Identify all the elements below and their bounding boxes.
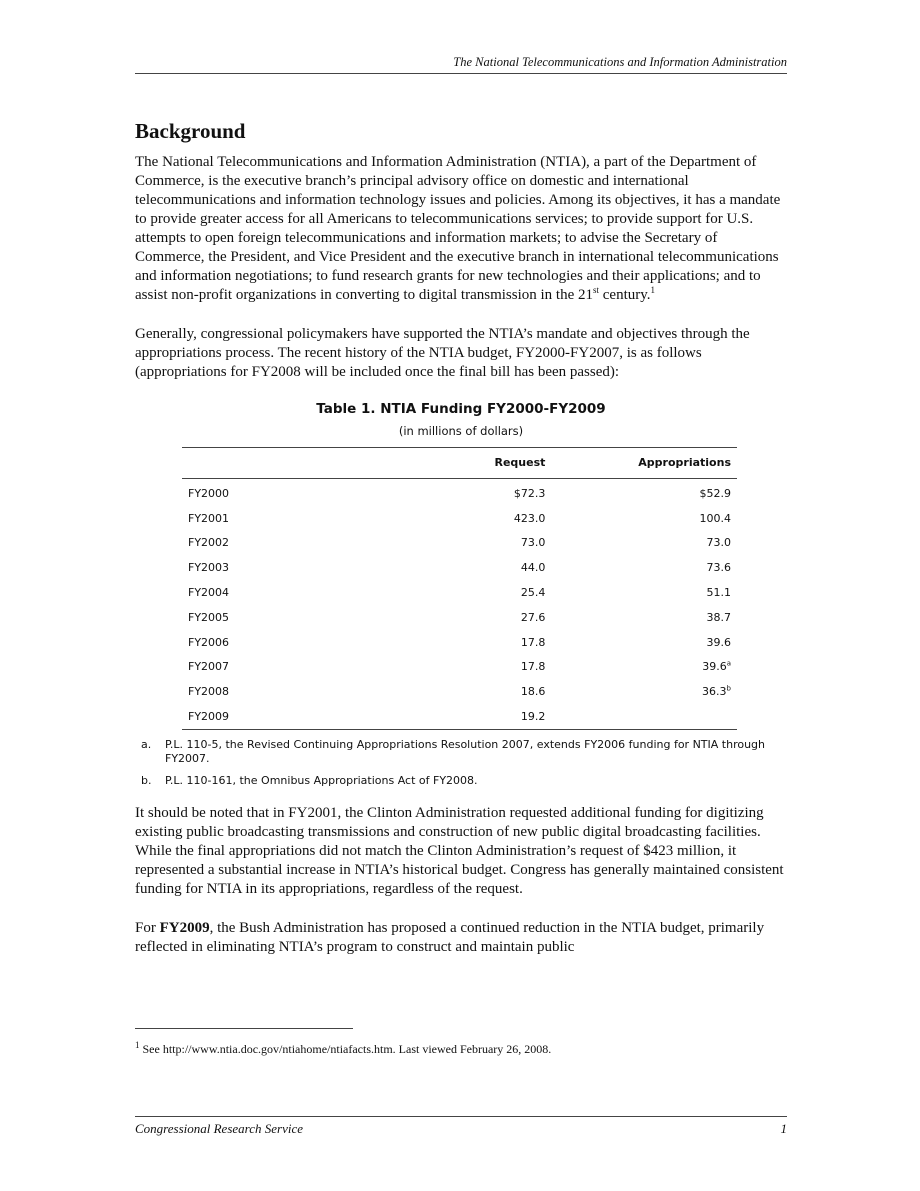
appropriations-value: $52.9 bbox=[699, 486, 731, 500]
cell-year: FY2005 bbox=[188, 610, 230, 624]
table-note bbox=[135, 774, 787, 788]
paragraph-text: The National Telecommunications and Information Administration (NTIA), a part of the Department of Commerce, is the executive branch’s principal advisory office on domestic and international telecommunications and information technology issues and policies. Among its objectives, it has a mandate to provide greater access for all Americans to telecommunications services; to provide support for U.S. attempts to open foreign telecommunications and information markets; to advise the Secretary of Commerce, the President, and Vice President and the executive branch in international telecommunications and information negotiations; to fund research grants for new technologies and their applications; and to assist non-profit organizations in converting to digital transmission in the 21 bbox=[135, 154, 781, 303]
page-body bbox=[135, 119, 787, 977]
table-row bbox=[182, 630, 737, 655]
page-number: 1 bbox=[780, 1121, 787, 1136]
cell-request: 18.6 bbox=[520, 685, 546, 699]
cell-appropriations bbox=[559, 704, 737, 729]
header-request: Request bbox=[404, 448, 559, 479]
cell-request: 73.0 bbox=[520, 536, 546, 550]
cell-request: 17.8 bbox=[520, 660, 546, 674]
cell-year: FY2002 bbox=[188, 536, 230, 550]
footnote-text: See http://www.ntia.doc.gov/ntiahome/ntiafacts.htm. Last viewed February 26, 2008. bbox=[139, 1042, 552, 1056]
table-note-mark: b bbox=[726, 684, 731, 693]
cell-year: FY2007 bbox=[188, 660, 230, 674]
cell-appropriations bbox=[559, 555, 737, 580]
appropriations-value: 73.6 bbox=[706, 561, 731, 575]
paragraph-end: century. bbox=[599, 287, 651, 303]
header-year bbox=[182, 448, 404, 479]
table-row bbox=[182, 580, 737, 605]
table-row bbox=[182, 555, 737, 580]
appropriations-value: 73.0 bbox=[706, 536, 731, 550]
appropriations-value: 51.1 bbox=[706, 586, 731, 600]
table-row bbox=[182, 704, 737, 729]
ordinal-suffix: st bbox=[593, 285, 600, 295]
appropriations-value: 39.6 bbox=[706, 635, 731, 649]
fiscal-year-bold: FY2009 bbox=[159, 919, 210, 936]
table-row bbox=[182, 605, 737, 630]
paragraph-fy2009 bbox=[135, 919, 787, 957]
table-row bbox=[182, 679, 737, 704]
cell-request: 423.0 bbox=[513, 511, 546, 525]
table-note-mark: a bbox=[726, 659, 731, 668]
cell-appropriations bbox=[559, 655, 737, 680]
cell-request: 27.6 bbox=[520, 610, 546, 624]
footer-publisher: Congressional Research Service bbox=[135, 1121, 303, 1136]
table-title: Table 1. NTIA Funding FY2000-FY2009 bbox=[316, 401, 606, 417]
table-row bbox=[182, 655, 737, 680]
cell-appropriations bbox=[559, 531, 737, 556]
cell-request: 44.0 bbox=[520, 561, 546, 575]
cell-year: FY2000 bbox=[188, 486, 230, 500]
footnote bbox=[135, 1042, 787, 1057]
section-title: Background bbox=[135, 119, 246, 143]
cell-year: FY2009 bbox=[182, 704, 404, 729]
paragraph-background bbox=[135, 153, 787, 305]
cell-appropriations bbox=[559, 679, 737, 704]
appropriations-value: 36.3 bbox=[702, 685, 727, 699]
cell-request: 19.2 bbox=[404, 704, 559, 729]
cell-year: FY2004 bbox=[188, 586, 230, 600]
cell-appropriations bbox=[559, 479, 737, 506]
note-label: a. bbox=[141, 737, 152, 751]
footnote-number: 1 bbox=[135, 1040, 140, 1050]
cell-appropriations bbox=[559, 580, 737, 605]
cell-year: FY2001 bbox=[188, 511, 230, 525]
table-notes bbox=[135, 738, 787, 788]
table-row bbox=[182, 479, 737, 506]
appropriations-value: 100.4 bbox=[699, 511, 731, 525]
note-text: P.L. 110-161, the Omnibus Appropriations Act of FY2008. bbox=[165, 773, 478, 787]
cell-request: $72.3 bbox=[513, 486, 546, 500]
cell-request: 17.8 bbox=[520, 635, 546, 649]
table-row bbox=[182, 506, 737, 531]
funding-table bbox=[182, 447, 737, 730]
page-footer bbox=[135, 1116, 787, 1137]
note-text: P.L. 110-5, the Revised Continuing Appropriations Resolution 2007, extends FY2006 funding for NTIA through FY2007. bbox=[165, 737, 766, 765]
paragraph-history: Generally, congressional policymakers have supported the NTIA’s mandate and objectives through the appropriations process. The recent history of the NTIA budget, FY2000-FY2007, is as follows (appropriations for FY2008 will be included once the final bill has been passed): bbox=[135, 326, 750, 380]
paragraph-lead: For bbox=[135, 919, 160, 936]
appropriations-value: 38.7 bbox=[706, 610, 731, 624]
cell-appropriations bbox=[559, 506, 737, 531]
cell-appropriations bbox=[559, 630, 737, 655]
header-appropriations: Appropriations bbox=[559, 448, 737, 479]
running-header bbox=[135, 55, 787, 74]
table-subtitle: (in millions of dollars) bbox=[398, 424, 524, 438]
table-note bbox=[135, 738, 787, 766]
cell-request: 25.4 bbox=[520, 586, 546, 600]
cell-appropriations bbox=[559, 605, 737, 630]
paragraph-fy2001: It should be noted that in FY2001, the Clinton Administration requested additional funding for digitizing existing public broadcasting transmissions and construction of new public digital broadcasting facilities. While the final appropriations did not match the Clinton Administration’s request of $423 million, it represented a substantial increase in NTIA’s historical budget. Congress has generally maintained consistent funding for NTIA in its appropriations, regardless of the request. bbox=[135, 804, 784, 897]
running-title: The National Telecommunications and Information Administration bbox=[453, 55, 787, 69]
footnote-reference[interactable]: 1 bbox=[650, 285, 656, 295]
cell-year: FY2003 bbox=[188, 561, 230, 575]
footnote-divider bbox=[135, 1028, 353, 1029]
appropriations-value: 39.6 bbox=[702, 660, 727, 674]
cell-year: FY2006 bbox=[188, 635, 230, 649]
funding-table-block bbox=[135, 400, 787, 788]
table-row bbox=[182, 531, 737, 556]
cell-year: FY2008 bbox=[188, 685, 230, 699]
table-header-row bbox=[182, 448, 737, 479]
paragraph-text: , the Bush Administration has proposed a continued reduction in the NTIA budget, primarily reflected in eliminating NTIA’s program to construct and maintain public bbox=[135, 919, 765, 955]
note-label: b. bbox=[141, 773, 152, 787]
